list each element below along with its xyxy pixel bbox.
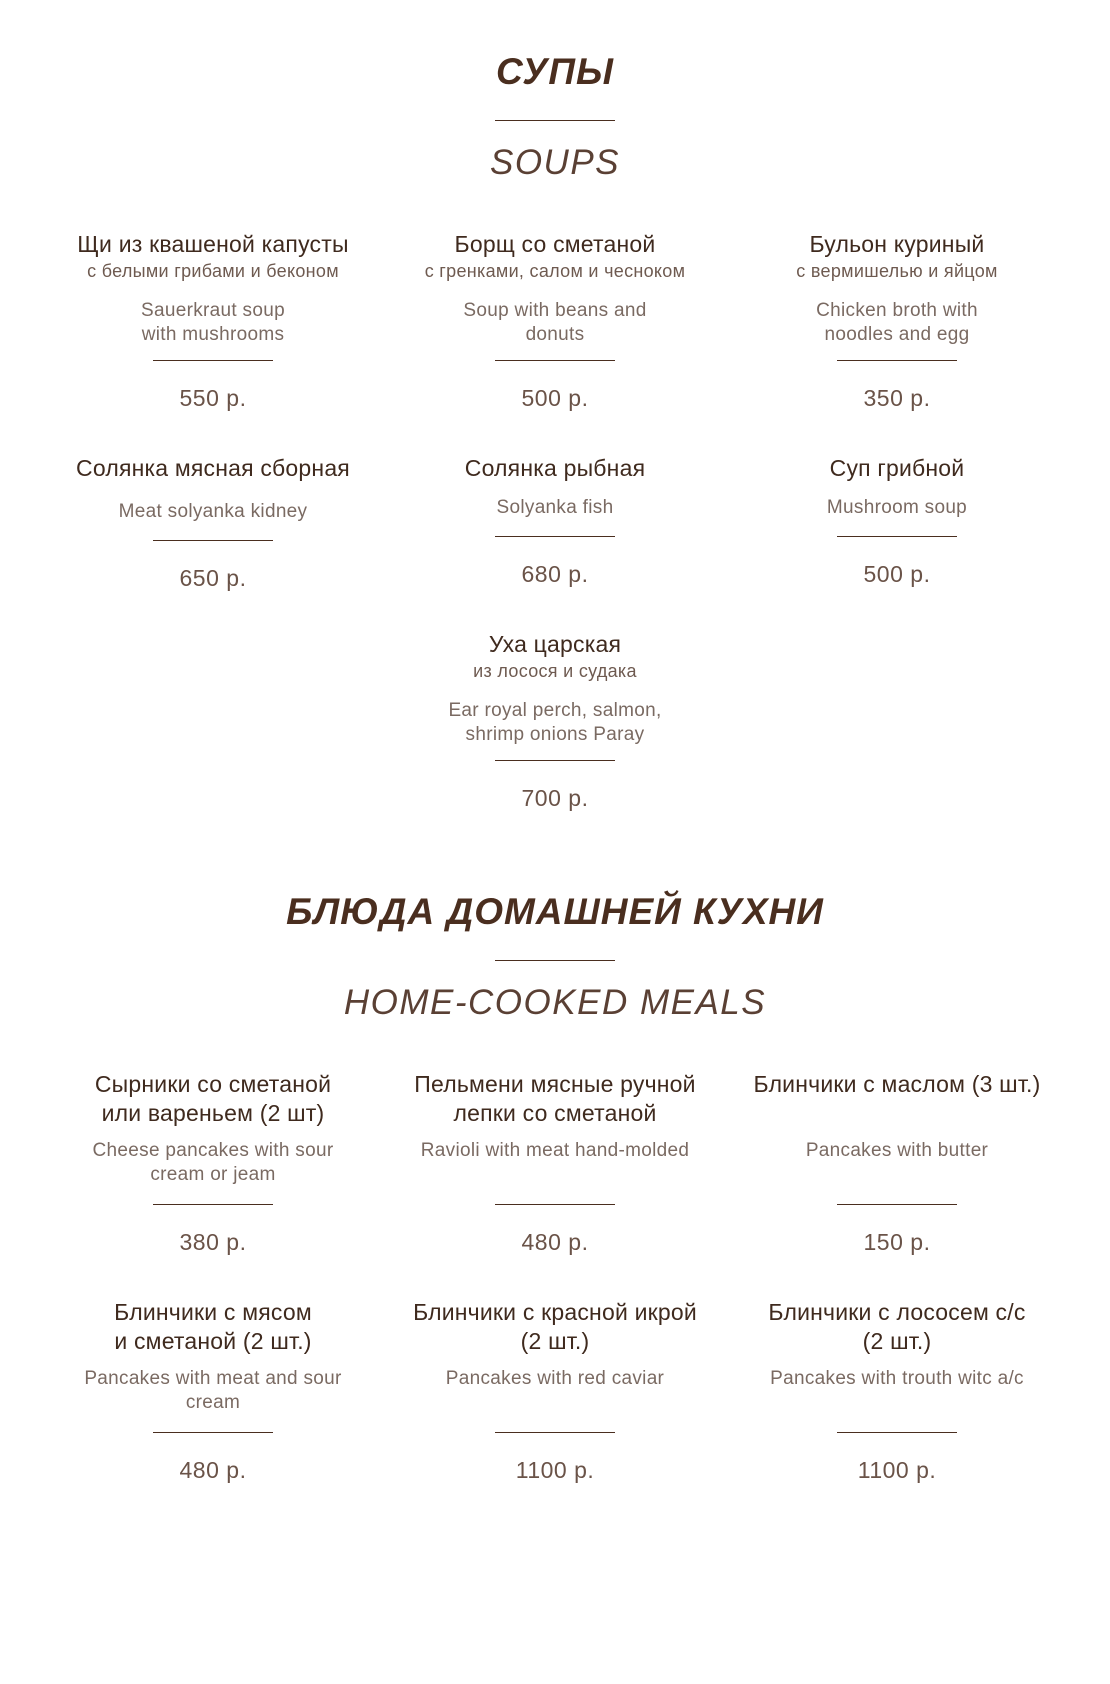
item-description: с белыми грибами и беконом	[87, 261, 339, 281]
item-name: Блинчики с маслом (3 шт.)	[753, 1071, 1041, 1097]
item-name: Блинчики с мясом и сметаной (2 шт.)	[114, 1299, 312, 1354]
item-divider	[495, 536, 615, 537]
item-price: 650 р.	[179, 565, 247, 591]
item-price: 700 р.	[521, 785, 589, 811]
item-divider	[837, 1432, 957, 1433]
item-english: Sauerkraut soup with mushrooms	[141, 300, 285, 345]
item-price: 480 р.	[521, 1229, 589, 1255]
menu-item-syrniki	[38, 1070, 388, 1280]
item-divider	[837, 1204, 957, 1205]
item-name: Суп грибной	[829, 455, 965, 481]
menu-item-mushroom-soup	[722, 454, 1072, 604]
item-price: 1100 р.	[857, 1457, 937, 1483]
menu-item-blinchiki-meat	[38, 1298, 388, 1508]
item-price: 1100 р.	[515, 1457, 595, 1483]
section-divider	[495, 960, 615, 961]
menu-item-solyanka-fish	[380, 454, 730, 604]
item-description: с вермишелью и яйцом	[796, 261, 998, 281]
section-subtitle-soups: SOUPS	[489, 143, 621, 182]
item-price: 500 р.	[863, 561, 931, 587]
menu-item-bouillon	[722, 230, 1072, 430]
item-divider	[153, 1204, 273, 1205]
item-divider	[153, 1432, 273, 1433]
item-divider	[837, 360, 957, 361]
item-divider	[837, 536, 957, 537]
item-english: Pancakes with red caviar	[445, 1368, 665, 1389]
item-name: Щи из квашеной капусты	[77, 231, 349, 257]
item-english: Chicken broth with noodles and egg	[816, 300, 978, 345]
menu-item-shchi	[38, 230, 388, 430]
item-name: Солянка рыбная	[464, 455, 646, 481]
item-divider	[153, 360, 273, 361]
item-price: 380 р.	[179, 1229, 247, 1255]
menu-item-pelmeni	[380, 1070, 730, 1280]
item-price: 500 р.	[521, 385, 589, 411]
menu-item-borshch	[380, 230, 730, 430]
item-name: Борщ со сметаной	[454, 231, 656, 257]
item-english: Meat solyanka kidney	[118, 501, 308, 522]
soups-header	[0, 50, 1110, 185]
item-name: Блинчики с красной икрой (2 шт.)	[413, 1299, 697, 1354]
item-price: 150 р.	[863, 1229, 931, 1255]
item-price: 480 р.	[179, 1457, 247, 1483]
item-english: Ravioli with meat hand-molded	[420, 1140, 690, 1161]
item-divider	[153, 540, 273, 541]
menu-item-solyanka-meat	[38, 454, 388, 604]
item-english: Cheese pancakes with sour cream or jeam	[92, 1140, 334, 1185]
item-english: Mushroom soup	[826, 497, 968, 518]
item-divider	[495, 760, 615, 761]
item-name: Блинчики с лососем с/с (2 шт.)	[768, 1299, 1026, 1354]
item-price: 350 р.	[863, 385, 931, 411]
item-description: из лосося и судака	[473, 661, 637, 681]
home-header	[0, 890, 1110, 1025]
section-title-soups: СУПЫ	[496, 51, 614, 92]
item-english: Soup with beans and donuts	[463, 300, 647, 345]
item-price: 550 р.	[179, 385, 247, 411]
item-name: Сырники со сметаной или вареньем (2 шт)	[94, 1071, 332, 1126]
item-name: Пельмени мясные ручной лепки со сметаной	[414, 1071, 696, 1126]
item-english: Solyanka fish	[496, 497, 614, 518]
section-divider	[495, 120, 615, 121]
item-name: Бульон куриный	[809, 231, 985, 257]
item-name: Уха царская	[488, 631, 622, 657]
item-divider	[495, 1204, 615, 1205]
item-english: Pancakes with meat and sour cream	[84, 1368, 342, 1413]
menu-item-ukha	[380, 630, 730, 820]
section-subtitle-home: HOME-COOKED MEALS	[343, 983, 767, 1022]
menu-item-blinchiki-butter	[722, 1070, 1072, 1280]
item-english: Pancakes with trouth witc a/c	[770, 1368, 1024, 1389]
menu-item-blinchiki-caviar	[380, 1298, 730, 1508]
item-price: 680 р.	[521, 561, 589, 587]
section-title-home: БЛЮДА ДОМАШНЕЙ КУХНИ	[286, 891, 824, 932]
menu-item-blinchiki-salmon	[722, 1298, 1072, 1508]
item-english: Ear royal perch, salmon, shrimp onions Paray	[448, 700, 662, 745]
item-english: Pancakes with butter	[805, 1140, 989, 1161]
item-name: Солянка мясная сборная	[76, 455, 350, 481]
item-divider	[495, 360, 615, 361]
item-description: с гренками, салом и чесноком	[424, 261, 686, 281]
item-divider	[495, 1432, 615, 1433]
